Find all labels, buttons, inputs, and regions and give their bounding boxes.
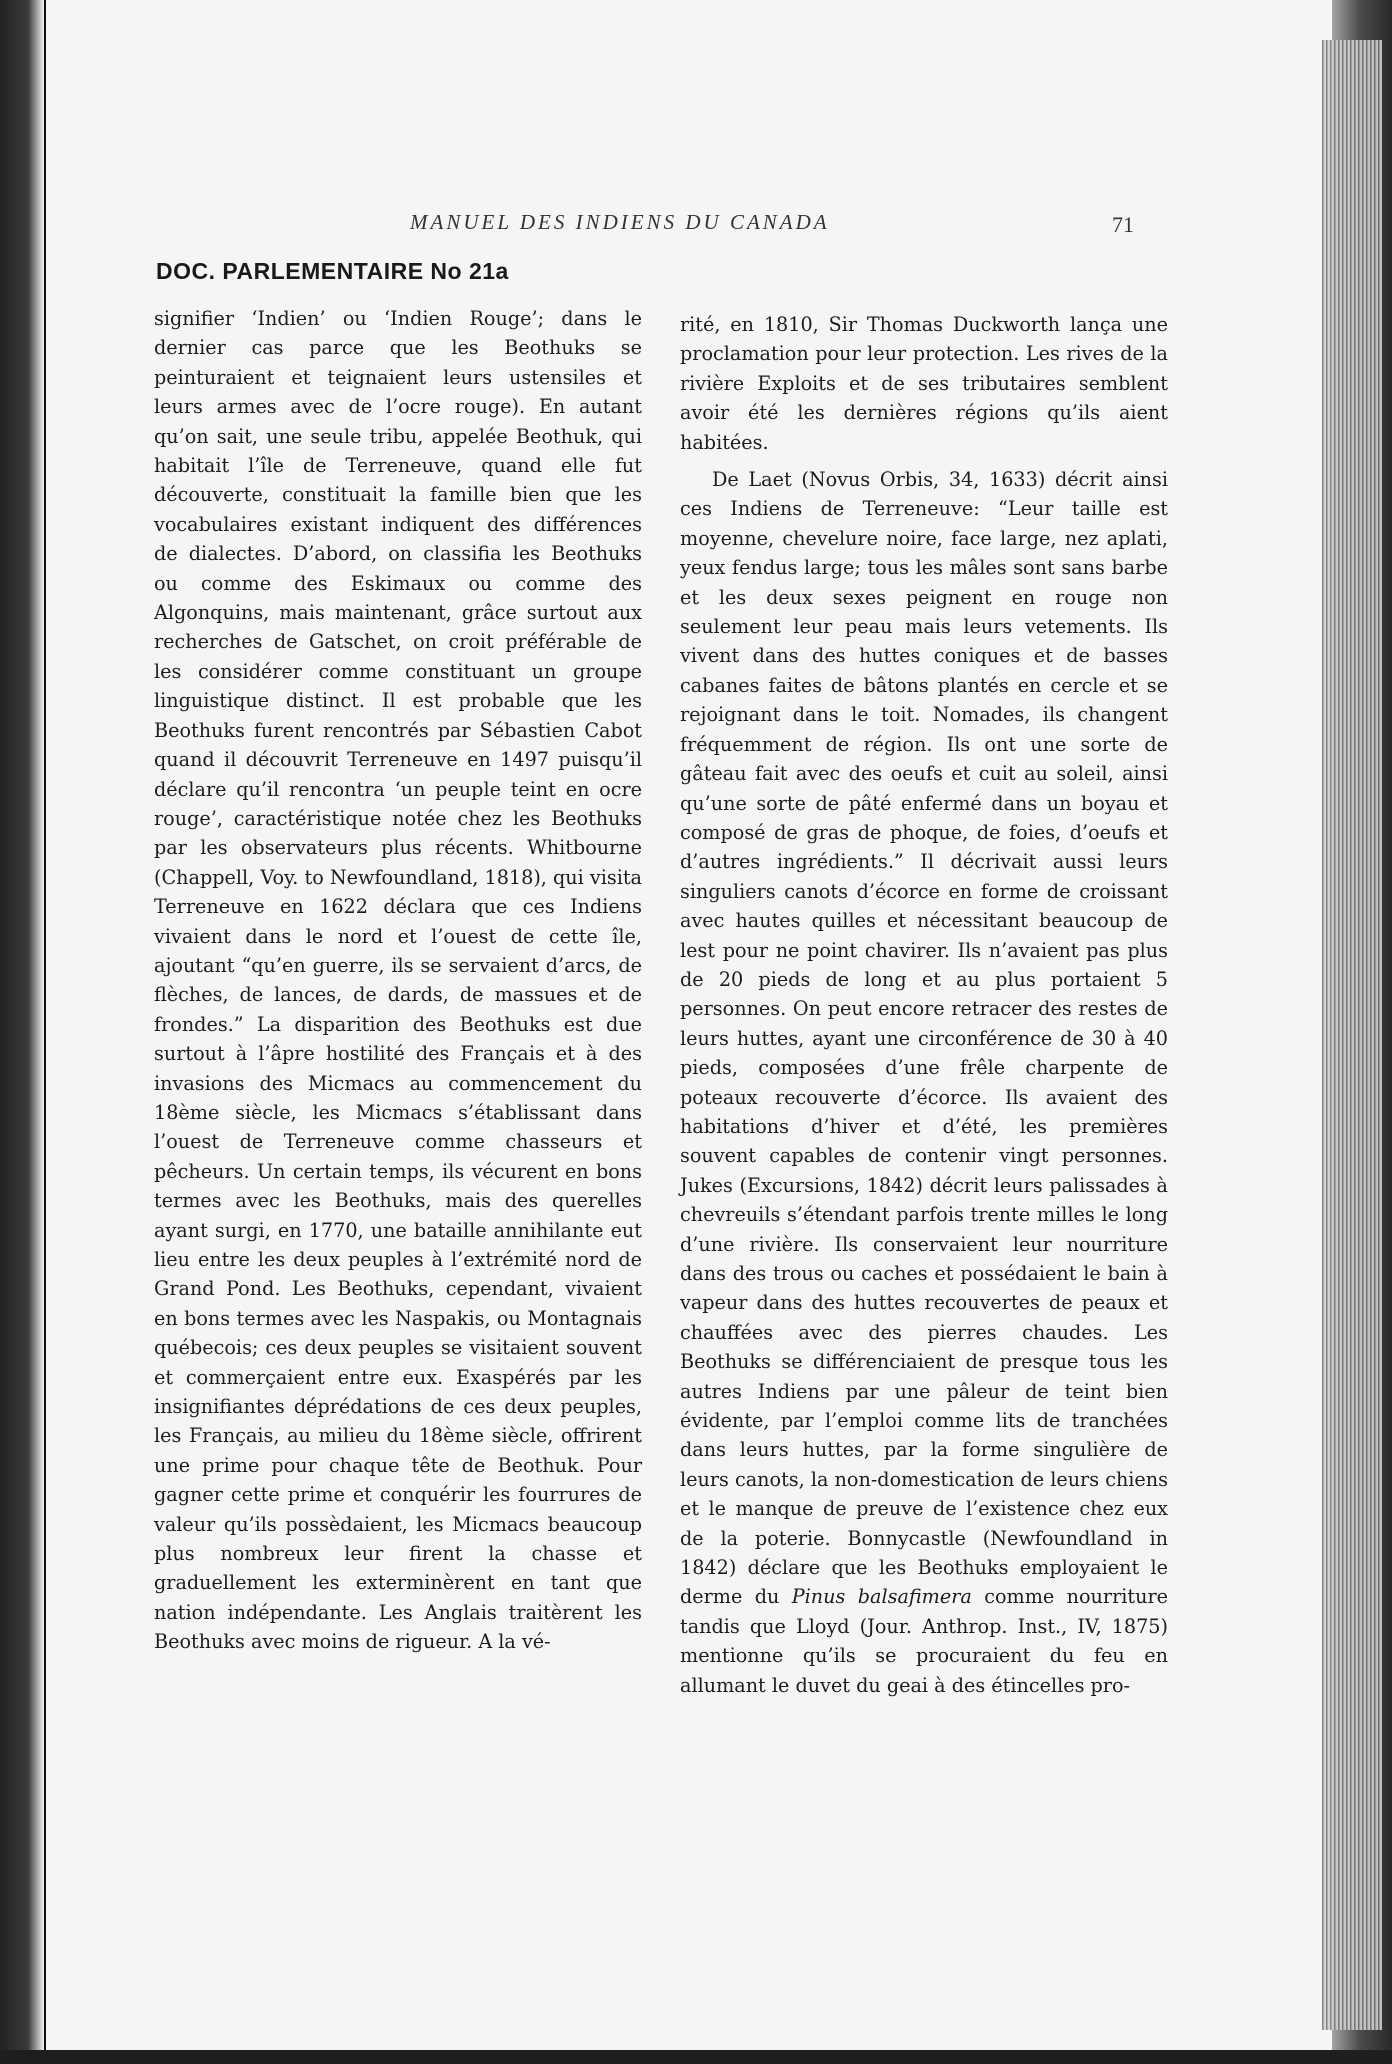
paragraph-text: De Laet (Novus Orbis, 34, 1633) décrit ainsi ces Indiens de Terreneuve: “Leur taille est moyenne, chevelure noire, face large, nez aplati, yeux fendus large; tous les mâles sont sans barbe et les deux sexes peignent en rouge non seulement leur peau mais leurs vetements. Ils vivent dans des huttes coniques et de basses cabanes faites de bâtons plantés en cercle et se rejoignant dans le toit. Nomades, ils changent fréquemment de région. Ils ont une sorte de gâteau fait avec des oeufs et cuit au soleil, ainsi qu’une sorte de pâté enfermé dans un boyau et composé de gras de phoque, de foies, d’oeufs et d’autres ingrédients.” Il décrivait aussi leurs singuliers canots d’écorce en forme de croissant avec hautes quilles et nécessitant beaucoup de lest pour ne point chavirer. Ils n’avaient pas plus de 20 pieds de long et au plus portaient 5 personnes. On peut encore retracer des restes de leurs huttes, ayant une circonférence de 30 à 40 pieds, composées d’une frêle charpente de poteaux recouverte d’écorce. Ils avaient des habitations d’hiver et d’été, les premières souvent capables de contenir vingt personnes. Jukes (Excursions, 1842) décrit leurs palissades à chevreuils s’étendant parfois trente milles le long d’une rivière. Ils conservaient leur nourriture dans des trous ou caches et possédaient le bain à vapeur dans des huttes recouvertes de peaux et chauffées avec des pierres chaudes. Les Beothuks se différenciaient de presque tous les autres Indiens par une pâleur de teint bien évidente, par l’emploi comme lits de tranchées dans leurs huttes, par la forme singulière de leurs canots, la non-domestication de leurs chiens et le manque de preuve de l’existence chez eux de la poterie. Bonnycastle (Newfoundland in 1842) déclare que les Beothuks employaient le derme du (680, 468, 1168, 1609)
right-column (680, 310, 1168, 1700)
running-title: MANUEL DES INDIENS DU CANADA (410, 210, 830, 234)
paragraph-text-continued: comme nourriture tandis que Lloyd (Jour. Anthrop. Inst., IV, 1875) mentionne qu’ils se procuraient du feu en allumant le duvet du geai à des étincelles pro- (680, 1585, 1168, 1697)
page-edge-stack (1322, 40, 1382, 2030)
left-paragraph: signifier ‘Indien’ ou ‘Indien Rouge’; dans le dernier cas parce que les Beothuks se peinturaient et teignaient leurs ustensiles et leurs armes avec de l’ocre rouge). En autant qu’on sait, une seule tribu, appelée Beothuk, qui habitait l’île de Terreneuve, quand elle fut découverte, constituait la famille bien que les vocabulaires existant indiquent des différences de dialectes. D’abord, on classifia les Beothuks ou comme des Eskimaux ou comme des Algonquins, mais maintenant, grâce surtout aux recherches de Gatschet, on croit préférable de les considérer comme constituant un groupe linguistique distinct. Il est probable que les Beothuks furent rencontrés par Sébastien Cabot quand il découvrit Terreneuve en 1497 puisqu’il déclare qu’il rencontra ‘un peuple teint en ocre rouge’, caractéristique notée chez les Beothuks par les observateurs plus récents. Whitbourne (Chappell, Voy. to Newfoundland, 1818), qui visita Terreneuve en 1622 déclara que ces Indiens vivaient dans le nord et l’ouest de cette île, ajoutant “qu’en guerre, ils se servaient d’arcs, de flèches, de lances, de dards, de massues et de frondes.” La disparition des Beothuks est due surtout à l’âpre hostilité des Français et à des invasions des Micmacs au commencement du 18ème siècle, les Micmacs s’établissant dans l’ouest de Terreneuve comme chasseurs et pêcheurs. Un certain temps, ils vécurent en bons termes avec les Beothuks, mais des querelles ayant surgi, en 1770, une bataille annihilante eut lieu entre les deux peuples à l’extrémité nord de Grand Pond. Les Beothuks, cependant, vivaient en bons termes avec les Naspakis, ou Montagnais québecois; ces deux peuples se visitaient souvent et commerçaient entre eux. Exaspérés par les insignifiantes déprédations de ces deux peuples, les Français, au milieu du 18ème siècle, offrirent une prime pour chaque tête de Beothuk. Pour gagner cette prime et conquérir les fourrures de valeur qu’ils possèdaient, les Micmacs beaucoup plus nombreux leur firent la chasse et graduellement les exterminèrent en tant que nation indépendante. Les Anglais traitèrent les Beothuks avec moins de rigueur. A la vé- (154, 307, 642, 1654)
italic-species-name: Pinus balsafimera (791, 1585, 972, 1609)
right-paragraph-2 (680, 465, 1168, 1700)
document-label: DOC. PARLEMENTAIRE No 21a (156, 258, 509, 284)
left-column (154, 304, 642, 1657)
page-number: 71 (1112, 212, 1134, 237)
right-paragraph-1: rité, en 1810, Sir Thomas Duckworth lança une proclamation pour leur protection. Les rives de la rivière Exploits et de ses tributaires semblent avoir été les dernières régions qu’ils aient habitées. (680, 313, 1168, 454)
scan-bottom-edge (0, 2050, 1392, 2064)
